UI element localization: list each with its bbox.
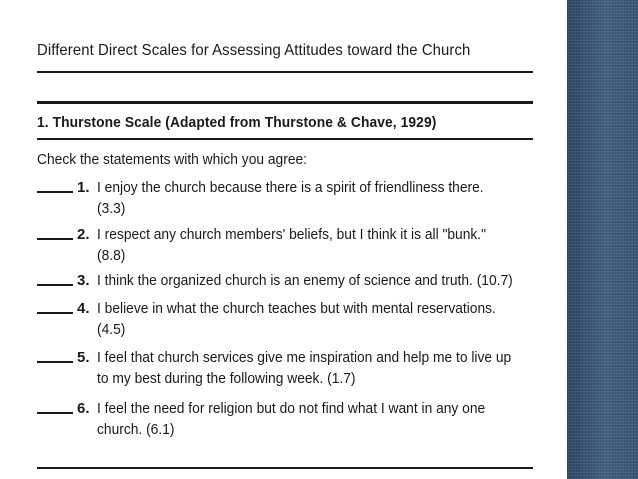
statement-line: church. (6.1) <box>97 421 175 438</box>
statement-line: I feel that church services give me inspiration and help me to live up <box>97 349 512 366</box>
section-heading-rule <box>37 138 533 140</box>
statement-line: to my best during the following week. (1.7) <box>97 370 356 387</box>
section-top-rule <box>37 101 533 104</box>
statement-line: I enjoy the church because there is a spirit of friendliness there. <box>97 179 484 196</box>
statement-line: (3.3) <box>97 200 126 217</box>
statement-text <box>97 398 529 440</box>
statement-number: 4. <box>77 300 90 317</box>
decorative-side-panel <box>567 0 638 479</box>
section-heading: 1. Thurstone Scale (Adapted from Thurstone & Chave, 1929) <box>37 114 437 131</box>
bottom-rule <box>37 467 533 469</box>
check-blank <box>37 361 73 363</box>
statement-line: (4.5) <box>97 321 126 338</box>
instruction-text: Check the statements with which you agree: <box>37 151 308 168</box>
statement-text <box>97 270 529 291</box>
statement-number: 5. <box>77 349 90 366</box>
check-blank <box>37 238 73 240</box>
statement-text <box>97 177 529 219</box>
title-rule <box>37 71 533 73</box>
document-title: Different Direct Scales for Assessing Attitudes toward the Church <box>37 42 471 59</box>
check-blank <box>37 191 73 193</box>
statement-text <box>97 298 529 340</box>
check-blank <box>37 412 73 414</box>
statement-number: 6. <box>77 400 90 417</box>
statement-number: 1. <box>77 179 90 196</box>
statement-number: 3. <box>77 272 90 289</box>
statement-line: I feel the need for religion but do not find what I want in any one <box>97 400 486 417</box>
statement-line: I think the organized church is an enemy of science and truth. (10.7) <box>97 272 513 289</box>
statement-number: 2. <box>77 226 90 243</box>
statement-line: I respect any church members' beliefs, but I think it is all "bunk." <box>97 226 487 243</box>
statement-text <box>97 347 529 389</box>
check-blank <box>37 312 73 314</box>
statement-text <box>97 224 529 266</box>
check-blank <box>37 284 73 286</box>
statement-line: (8.8) <box>97 247 126 264</box>
statement-line: I believe in what the church teaches but with mental reservations. <box>97 300 496 317</box>
